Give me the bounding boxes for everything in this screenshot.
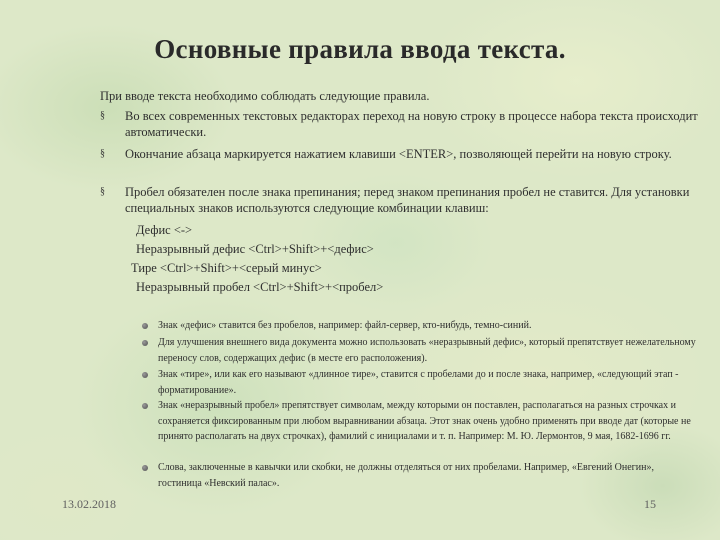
round-bullet-icon <box>142 372 148 378</box>
key-combo-dash: Тире <Ctrl>+Shift>+<серый минус> <box>131 261 322 275</box>
sub-bullet-text: Знак «дефис» ставится без пробелов, например: файл-сервер, кто-нибудь, темно-синий. <box>158 320 532 331</box>
sub-bullet-text: Знак «тире», или как его называют «длинное тире», ставится с пробелами до и после знака, например, «следующий этап - форматирование». <box>158 369 679 396</box>
round-bullet-icon <box>142 340 148 346</box>
section-bullet-icon: § <box>100 148 105 159</box>
slide-date: 13.02.2018 <box>62 497 116 511</box>
section-bullet-icon: § <box>100 110 105 121</box>
intro-text: При вводе текста необходимо соблюдать следующие правила. <box>100 89 430 103</box>
key-combo-hyphen: Дефис <-> <box>136 223 193 237</box>
key-combo-nonbreaking-space: Неразрывный пробел <Ctrl>+Shift>+<пробел> <box>136 280 384 294</box>
round-bullet-icon <box>142 323 148 329</box>
round-bullet-icon <box>142 465 148 471</box>
key-combo-nonbreaking-hyphen: Неразрывный дефис <Ctrl>+Shift>+<дефис> <box>136 242 374 256</box>
bullet-text: Пробел обязателен после знака препинания; перед знаком препинания пробел не ставится. Для установки специальных знаков используются следующие комбинации клавиш: <box>125 185 690 215</box>
round-bullet-icon <box>142 403 148 409</box>
bullet-text: Окончание абзаца маркируется нажатием клавиши <ENTER>, позволяющей перейти на новую строку. <box>125 147 672 161</box>
sub-bullet-text: Для улучшения внешнего вида документа можно использовать «неразрывный дефис», который препятствует нежелательному переносу слов, содержащих дефис (в месте его расположения). <box>158 337 696 364</box>
bullet-text: Во всех современных текстовых редакторах переход на новую строку в процессе набора текста происходит автоматически. <box>125 109 698 139</box>
section-bullet-icon: § <box>100 186 105 197</box>
sub-bullet-text: Слова, заключенные в кавычки или скобки, не должны отделяться от них пробелами. Например, «Евгений Онегин», гостиница «Невский палас». <box>158 462 654 489</box>
slide-title: Основные правила ввода текста. <box>154 34 566 64</box>
slide-number: 15 <box>644 497 656 511</box>
sub-bullet-text: Знак «неразрывный пробел» препятствует символам, между которыми он поставлен, располагаться на разных строчках и сохраняется фиксированным при любом выравнивании абзаца. Этот знак очень удобно применять при вводе дат (которые не принято располагать на двух строчках), фамилий с инициалами и т. п. Например: М. Ю. Лермонтов, 9 мая, 1682-1696 гг. <box>158 400 691 442</box>
